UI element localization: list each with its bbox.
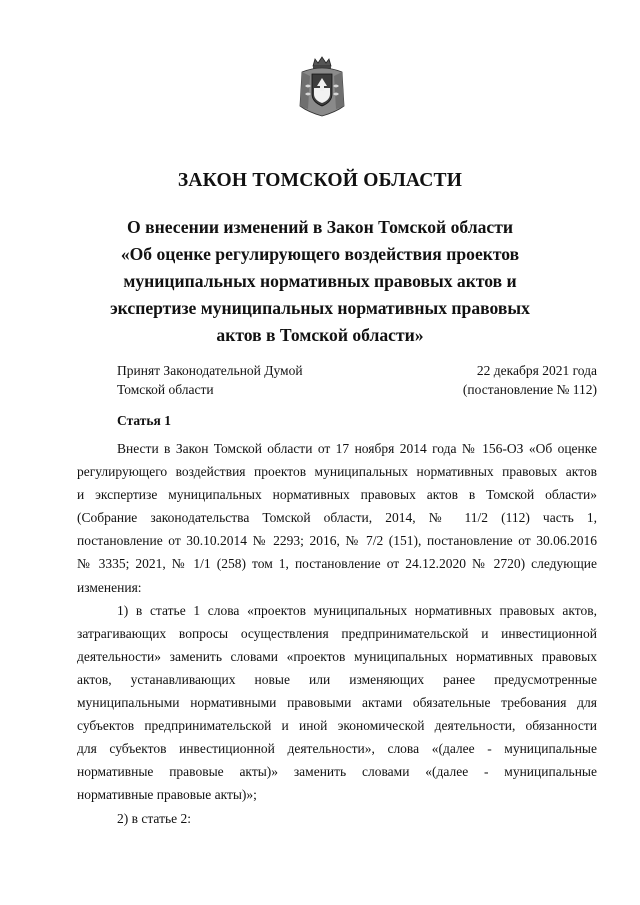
body-line: нормативные правовые акты)»; bbox=[77, 787, 257, 803]
subtitle-line: муниципальных нормативных правовых актов и bbox=[123, 271, 517, 291]
subtitle-line: актов в Томской области» bbox=[216, 325, 424, 345]
article-body bbox=[77, 437, 597, 830]
law-subtitle bbox=[70, 214, 570, 349]
body-line: постановление от 30.10.2014 № 2293; 2016, № 7/2 (151), постановление от 30.06.2016 bbox=[77, 533, 597, 549]
body-line: № 3335; 2021, № 1/1 (258) том 1, постановление от 24.12.2020 № 2720) следующие bbox=[77, 556, 597, 572]
adopted-by-line: Томской области bbox=[117, 382, 214, 397]
body-line: Внести в Закон Томской области от 17 ноября 2014 года № 156-ОЗ «Об оценке bbox=[117, 441, 597, 456]
subtitle-line: экспертизе муниципальных нормативных правовых bbox=[110, 298, 530, 318]
law-title: ЗАКОН ТОМСКОЙ ОБЛАСТИ bbox=[177, 170, 463, 191]
adopted-by-line: Принят Законодательной Думой bbox=[117, 363, 303, 378]
body-line: затрагивающих вопросы осуществления предпринимательской и инвестиционной bbox=[77, 625, 597, 641]
adopted-by bbox=[117, 361, 303, 399]
body-line: регулирующего воздействия проектов муниципальных нормативных правовых актов bbox=[77, 464, 597, 480]
adoption-date-line: 22 декабря 2021 года bbox=[476, 363, 597, 378]
resolution-number: (постановление № 112) bbox=[462, 382, 597, 397]
subtitle-line: О внесении изменений в Закон Томской области bbox=[127, 217, 513, 237]
adoption-date bbox=[463, 361, 597, 399]
body-line: и экспертизе муниципальных нормативных правовых актов в Томской области» bbox=[77, 487, 597, 503]
coat-of-arms-icon bbox=[296, 56, 348, 118]
body-line: (Собрание законодательства Томской области, 2014, № 11/2 (112) часть 1, bbox=[77, 510, 597, 526]
body-line: изменения: bbox=[77, 579, 142, 595]
body-line: 1) в статье 1 слова «проектов муниципальных нормативных правовых актов, bbox=[117, 602, 597, 618]
subtitle-line: «Об оценке регулирующего воздействия проектов bbox=[120, 244, 520, 264]
body-line: 2) в статье 2: bbox=[117, 810, 191, 826]
body-line: субъектов предпринимательской и иной экономической деятельности, обязанности bbox=[77, 718, 597, 734]
body-line: нормативные правовые акты)» заменить словами «(далее - муниципальные bbox=[77, 764, 597, 780]
body-line: деятельности» заменить словами «проектов муниципальных нормативных правовых bbox=[77, 648, 597, 664]
article-heading: Статья 1 bbox=[117, 413, 171, 428]
body-line: актов, устанавливающих новые или изменяющих ранее предусмотренные bbox=[77, 671, 597, 687]
body-line: муниципальными нормативными правовыми актами обязательные требования для bbox=[77, 695, 597, 711]
body-line: для субъектов инвестиционной деятельности», слова «(далее - муниципальные bbox=[77, 741, 597, 757]
